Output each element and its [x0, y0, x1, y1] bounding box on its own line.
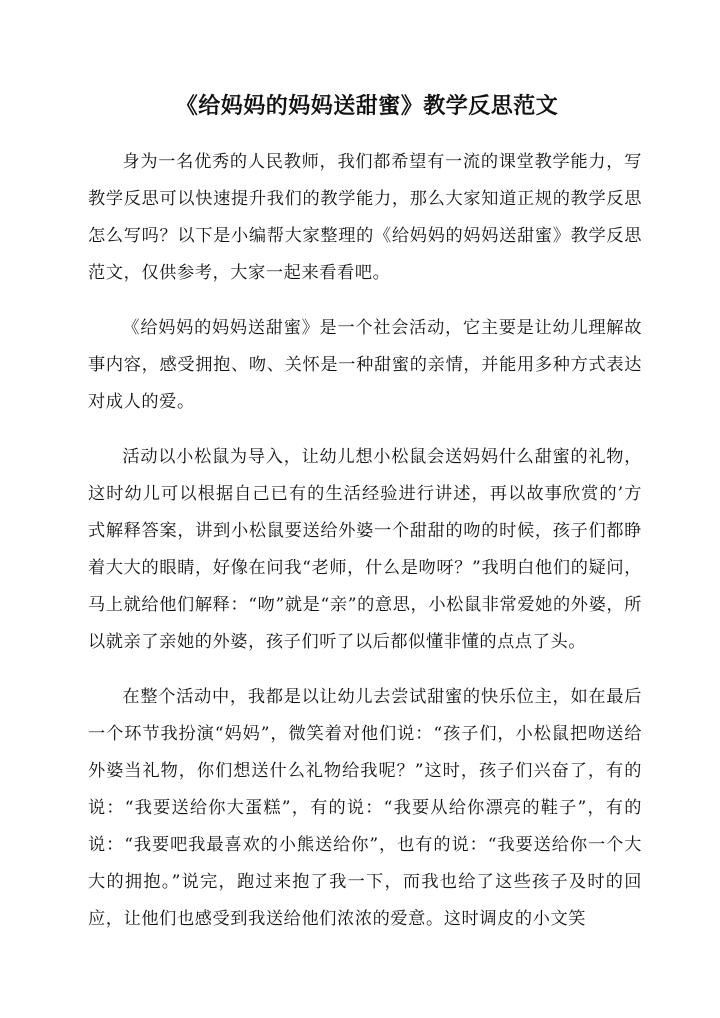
paragraph-activity-process: 在整个活动中，我都是以让幼儿去尝试甜蜜的快乐位主，如在最后一个环节我扮演“妈妈”，微笑着对他们说：“孩子们，小松鼠把吻送给外婆当礼物，你们想送什么礼物给我呢？”这时，孩子们兴奋了，有的说：“我要送给你大蛋糕”，有的说：“我要从给你漂亮的鞋子”，有的说：“我要吧我最喜欢的小熊送给你”，也有的说：“我要送给你一个大大的拥抱。”说完，跑过来抱了我一下，而我也给了这些孩子及时的回应，让他们也感受到我送给他们浓浓的爱意。这时调皮的小文笑 — [88, 687, 642, 929]
paragraph-intro: 身为一名优秀的人民教师，我们都希望有一流的课堂教学能力，写教学反思可以快速提升我们的教学能力，那么大家知道正规的教学反思怎么写吗？以下是小编帮大家整理的《给妈妈的妈妈送甜蜜》教学反思范文，仅供参考，大家一起来看看吧。 — [88, 152, 642, 283]
paragraph-activity-summary: 《给妈妈的妈妈送甜蜜》是一个社会活动，它主要是让幼儿理解故事内容，感受拥抱、吻、关怀是一种甜蜜的亲情，并能用多种方式表达对成人的爱。 — [88, 318, 642, 412]
paragraph-activity-intro: 活动以小松鼠为导入，让幼儿想小松鼠会送妈妈什么甜蜜的礼物，这时幼儿可以根据自己已有的生活经验进行讲述，再以故事欣赏的’方式解释答案，讲到小松鼠要送给外婆一个甜甜的吻的时候，孩子们都睁着大大的眼睛，好像在问我“老师，什么是吻呀？”我明白他们的疑问，马上就给他们解释：“吻”就是“亲”的意思，小松鼠非常爱她的外婆，所以就亲了亲她的外婆，孩子们听了以后都似懂非懂的点点了头。 — [88, 447, 642, 652]
document-title: 《给妈妈的妈妈送甜蜜》教学反思范文 — [175, 93, 559, 119]
